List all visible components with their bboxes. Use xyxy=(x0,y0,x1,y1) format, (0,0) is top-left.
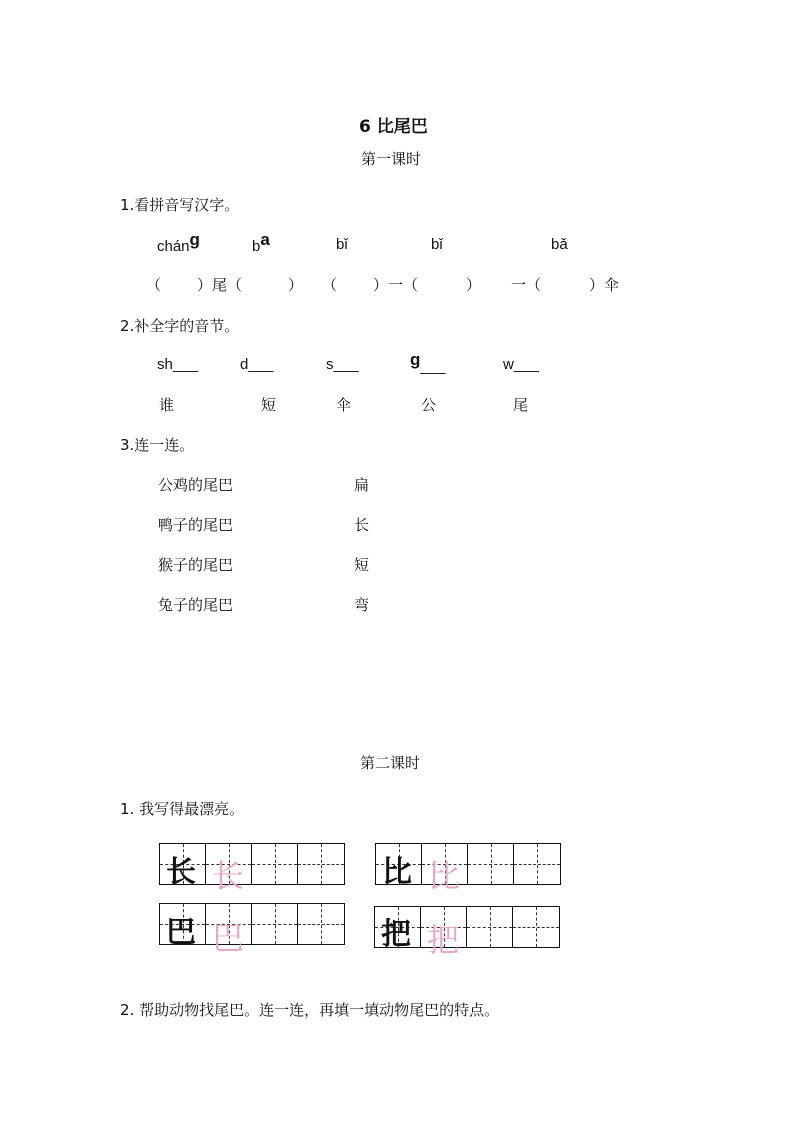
trace-char-bi: 比 xyxy=(428,857,461,895)
syllable-d: d___ xyxy=(240,356,274,373)
pinyin-ba xyxy=(252,230,270,256)
match-right-3: 短 xyxy=(354,556,370,574)
trace-char-chang: 长 xyxy=(212,857,245,895)
question-2-label: 2.补全字的音节。 xyxy=(120,317,240,335)
grid-cell[interactable] xyxy=(252,904,298,944)
syllable-g-blank: ___ xyxy=(420,358,446,375)
char-san: 伞 xyxy=(336,396,352,414)
trace-char-ba: 巴 xyxy=(212,919,245,957)
grid-cell[interactable] xyxy=(468,844,514,884)
lesson2-heading: 第二课时 xyxy=(360,754,421,772)
match-right-4: 弯 xyxy=(354,596,370,614)
char-gong: 公 xyxy=(421,396,437,414)
syllable-s: s___ xyxy=(326,356,359,373)
lesson1-heading: 第一课时 xyxy=(361,150,422,168)
model-char-chang: 长 xyxy=(166,855,196,890)
lesson2-question-1-label: 1. 我写得最漂亮。 xyxy=(120,800,245,818)
pinyin-base: b xyxy=(252,238,261,255)
grid-cell[interactable] xyxy=(513,907,559,947)
lesson-title: 6 比尾巴 xyxy=(359,117,428,137)
blank-open-1: （ xyxy=(146,276,162,294)
lesson2-question-2-label: 2. 帮助动物找尾巴。连一连，再填一填动物尾巴的特点。 xyxy=(120,1001,500,1019)
blank-wei: ）尾（ xyxy=(197,276,243,294)
blank-yi-2: 一（ xyxy=(511,276,542,294)
blank-close-2: ） xyxy=(288,276,304,294)
syllable-g xyxy=(410,350,446,376)
pinyin-ba-3: bǎ xyxy=(551,236,568,253)
pinyin-bi-1: bǐ xyxy=(336,236,348,253)
blank-san: ）伞 xyxy=(589,276,620,294)
model-char-ba-hold: 把 xyxy=(381,917,411,952)
grid-cell[interactable] xyxy=(252,844,298,884)
grid-cell[interactable] xyxy=(467,907,513,947)
match-right-1: 扁 xyxy=(354,476,370,494)
question-3-label: 3.连一连。 xyxy=(120,436,195,454)
char-wei: 尾 xyxy=(513,396,529,414)
grid-cell[interactable] xyxy=(298,904,344,944)
match-left-4: 兔子的尾巴 xyxy=(158,596,234,614)
blank-open-3: （ xyxy=(322,276,338,294)
match-right-2: 长 xyxy=(354,516,370,534)
model-char-ba: 巴 xyxy=(166,915,196,950)
syllable-w: w___ xyxy=(503,356,539,373)
blank-close-4: ） xyxy=(466,276,482,294)
grid-cell[interactable] xyxy=(298,844,344,884)
syllable-sh: sh___ xyxy=(157,356,198,373)
pinyin-bi-2: bǐ xyxy=(431,236,443,253)
pinyin-tail: g xyxy=(189,230,200,249)
match-left-1: 公鸡的尾巴 xyxy=(158,476,234,494)
match-left-2: 鸭子的尾巴 xyxy=(158,516,234,534)
char-duan: 短 xyxy=(261,396,277,414)
trace-char-ba-hold: 把 xyxy=(427,921,460,959)
model-char-bi: 比 xyxy=(382,855,412,890)
pinyin-chang xyxy=(157,230,200,256)
char-shui: 谁 xyxy=(159,396,175,414)
grid-cell[interactable] xyxy=(514,844,560,884)
question-1-label: 1.看拼音写汉字。 xyxy=(120,196,240,214)
blank-yi: ）一（ xyxy=(373,276,419,294)
pinyin-base: chán xyxy=(157,238,190,255)
syllable-g-letter: g xyxy=(410,350,421,369)
match-left-3: 猴子的尾巴 xyxy=(158,556,234,574)
pinyin-tail: a xyxy=(260,230,270,249)
